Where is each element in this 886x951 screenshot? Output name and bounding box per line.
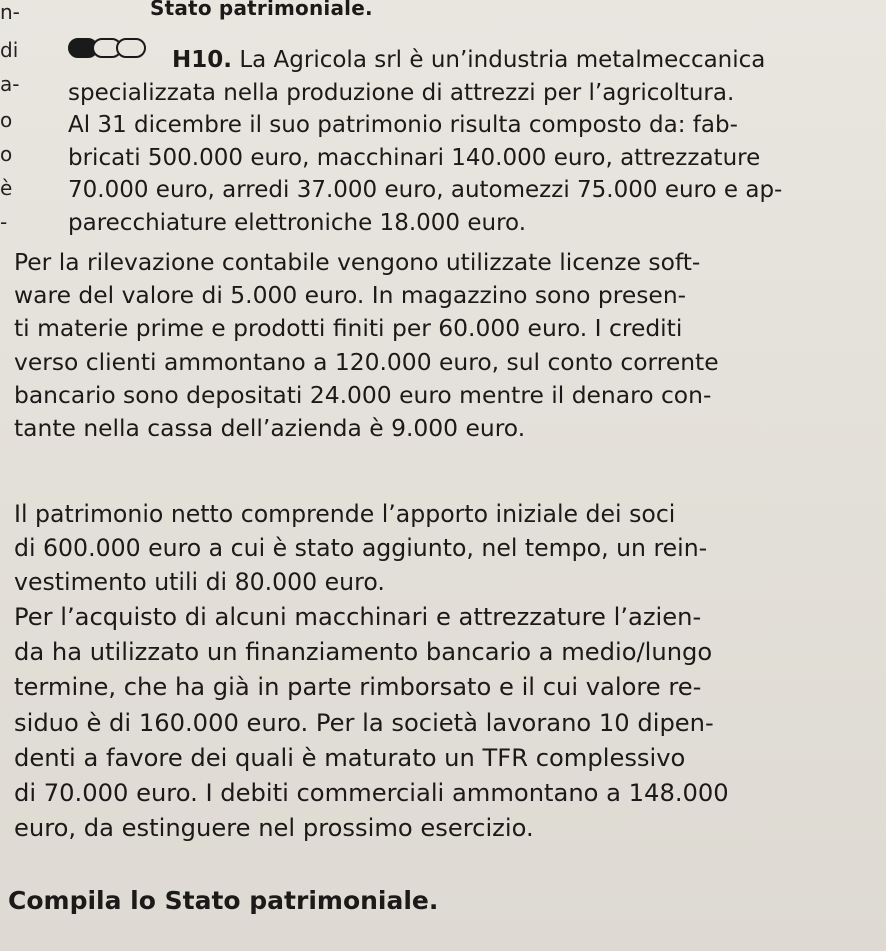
- paragraph-liabilities: [14, 600, 884, 846]
- paragraph-line: siduo è di 160.000 euro. Per la società lavorano 10 dipen-: [14, 708, 714, 737]
- exercise-line: Al 31 dicembre il suo patrimonio risulta composto da: fab-: [68, 112, 738, 139]
- exercise-number: H10.: [172, 47, 232, 73]
- margin-fragment: o: [0, 108, 13, 132]
- exercise-line: specializzata nella produzione di attrezzi per l’agricoltura.: [68, 79, 735, 106]
- margin-fragment: è: [0, 176, 13, 200]
- paragraph-line: ware del valore di 5.000 euro. In magazzino sono presen-: [14, 281, 687, 310]
- exercise-line: parecchiature elettroniche 18.000 euro.: [68, 209, 527, 236]
- margin-fragment: di: [0, 38, 19, 62]
- previous-exercise-fragment: Stato patrimoniale.: [150, 0, 373, 20]
- paragraph-line: termine, che ha già in parte rimborsato e il cui valore re-: [14, 673, 702, 702]
- paragraph-line: da ha utilizzato un finanziamento bancario a medio/lungo: [14, 638, 713, 667]
- paragraph-equity: [14, 497, 874, 599]
- paragraph-line: ti materie prime e prodotti finiti per 60.000 euro. I crediti: [14, 314, 683, 343]
- exercise-text: La Agricola srl è un’industria metalmeccanica: [239, 47, 766, 73]
- left-margin-column: [0, 0, 40, 280]
- paragraph-line: Il patrimonio netto comprende l’apporto iniziale dei soci: [14, 500, 676, 528]
- exercise-h10: [68, 44, 868, 240]
- paragraph-line: Per la rilevazione contabile vengono utilizzate licenze soft-: [14, 248, 701, 276]
- margin-fragment: o: [0, 142, 13, 166]
- paragraph-line: bancario sono depositati 24.000 euro mentre il denaro con-: [14, 380, 712, 409]
- paragraph-line: di 70.000 euro. I debiti commerciali ammontano a 148.000: [14, 779, 729, 808]
- paragraph-line: euro, da estinguere nel prossimo esercizio.: [14, 814, 534, 843]
- paragraph-line: vestimento utili di 80.000 euro.: [14, 568, 385, 596]
- exercise-line: bricati 500.000 euro, macchinari 140.000 euro, attrezzature: [68, 144, 761, 171]
- paragraph-line: tante nella cassa dell’azienda è 9.000 euro.: [14, 414, 526, 443]
- exercise-line: 70.000 euro, arredi 37.000 euro, automezzi 75.000 euro e ap-: [68, 177, 783, 204]
- paragraph-line: denti a favore dei quali è maturato un TFR complessivo: [14, 743, 686, 772]
- exercise-instruction: Compila lo Stato patrimoniale.: [8, 886, 439, 915]
- paragraph-line: Per l’acquisto di alcuni macchinari e attrezzature l’azien-: [14, 603, 702, 631]
- paragraph-assets: [14, 246, 874, 445]
- margin-fragment: n-: [0, 0, 20, 24]
- exercise-first-line: [68, 44, 868, 77]
- margin-fragment: -: [0, 210, 8, 234]
- margin-fragment: a-: [0, 72, 20, 96]
- paragraph-line: di 600.000 euro a cui è stato aggiunto, nel tempo, un rein-: [14, 534, 708, 562]
- paragraph-line: verso clienti ammontano a 120.000 euro, sul conto corrente: [14, 347, 719, 376]
